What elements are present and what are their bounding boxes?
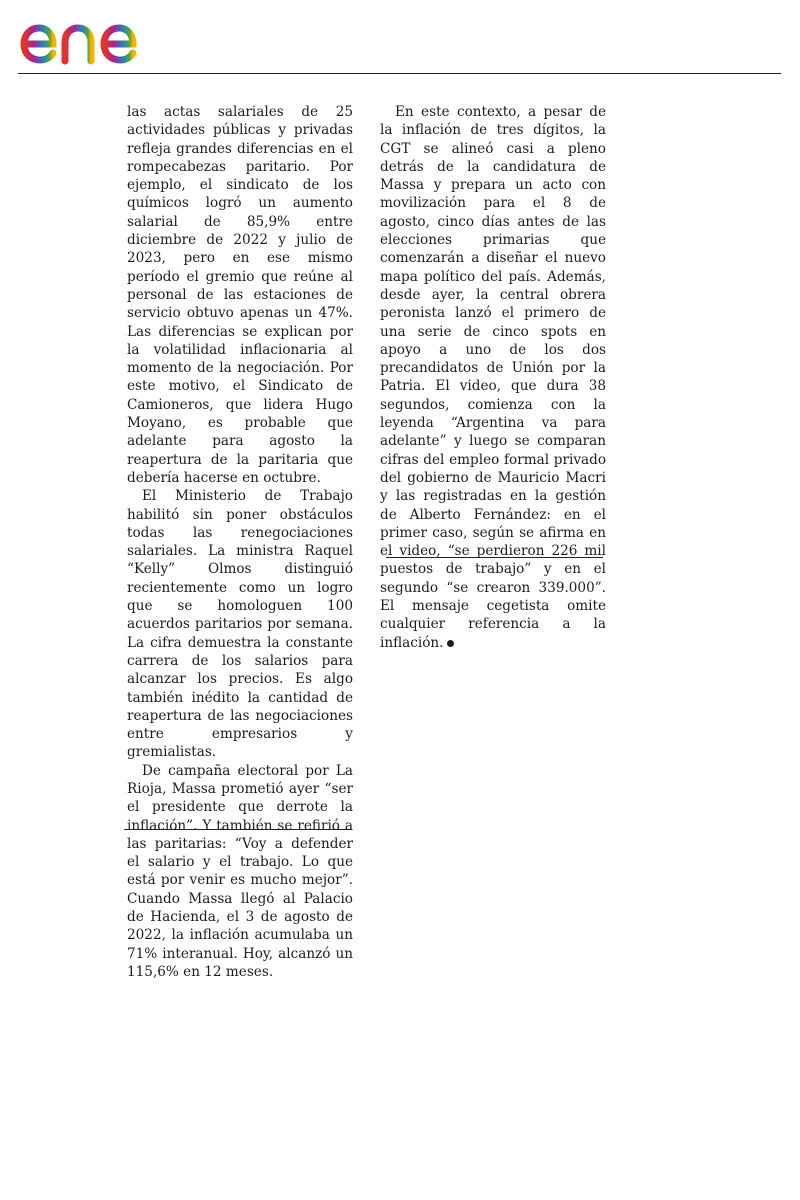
article-paragraph: De campaña electoral por La Rioja, Massa prometió ayer “ser el presidente que derrote la inflación”. Y también se refirió a las paritarias: “Voy a defender el salario y el trabajo. Lo que está por venir es mucho mejor”. Cuando Massa llegó al Palacio de Hacienda, el 3 de agosto de 2022, la inflación acumulaba un 71% interanual. Hoy, alcanzó un 115,6% en 12 meses. xyxy=(127,762,353,980)
article-paragraph: En este contexto, a pesar de la inflación de tres dígitos, la CGT se alineó casi a pleno detrás de la candidatura de Massa y prepara un acto con movilización para el 8 de agosto, cinco días antes de las elecciones primarias que comenzarán a diseñar el nuevo mapa político del país. Además, desde ayer, la central obrera peronista lanzó el primero de una serie de cinco spots en apoyo a uno de los dos precandidatos de Unión por la Patria. El video, que dura 38 segundos, comienza con la leyenda “Argentina va para adelante” y luego se comparan cifras del empleo formal privado del gobierno de Mauricio Macri y las registradas en la gestión de Alberto Fernández: en el primer caso, según se afirma en el video, “se perdieron 226 mil puestos de trabajo” y en el segundo “se crearon 339.000”. El mensaje cegetista omite cualquier referencia a la inflación. xyxy=(380,104,606,651)
column-end-rule-left xyxy=(124,829,352,830)
column-end-rule-right xyxy=(386,557,603,558)
enel-logo xyxy=(18,6,180,66)
article-paragraph: las actas salariales de 25 actividades públicas y privadas refleja grandes diferencias en el rompecabezas paritario. Por ejemplo, el sindicato de los químicos logró un aumento salarial de 85,9% entre diciembre de 2022 y julio de 2023, pero en ese mismo período el gremio que reúne al personal de las estaciones de servicio obtuvo apenas un 47%. Las diferencias se explican por la volatilidad inflacionaria al momento de la negociación. Por este motivo, el Sindicato de Camioneros, que lidera Hugo Moyano, es probable que adelante para agosto la reapertura de la paritaria que debería hacerse en octubre. xyxy=(127,104,353,486)
end-of-article-dot-icon xyxy=(447,640,454,647)
article-column-left xyxy=(127,103,353,981)
article-paragraph: El Ministerio de Trabajo habilitó sin poner obstáculos todas las renegociaciones salariales. La ministra Raquel “Kelly” Olmos distinguió recientemente como un logro que se homologuen 100 acuerdos paritarios por semana. La cifra demuestra la constante carrera de los salarios para alcanzar los precios. Es algo también inédito la cantidad de reapertura de las negociaciones entre empresarios y gremialistas. xyxy=(127,488,353,761)
enel-logo-graphic xyxy=(18,6,180,66)
header-rule xyxy=(18,73,781,74)
article-column-right xyxy=(380,103,606,652)
